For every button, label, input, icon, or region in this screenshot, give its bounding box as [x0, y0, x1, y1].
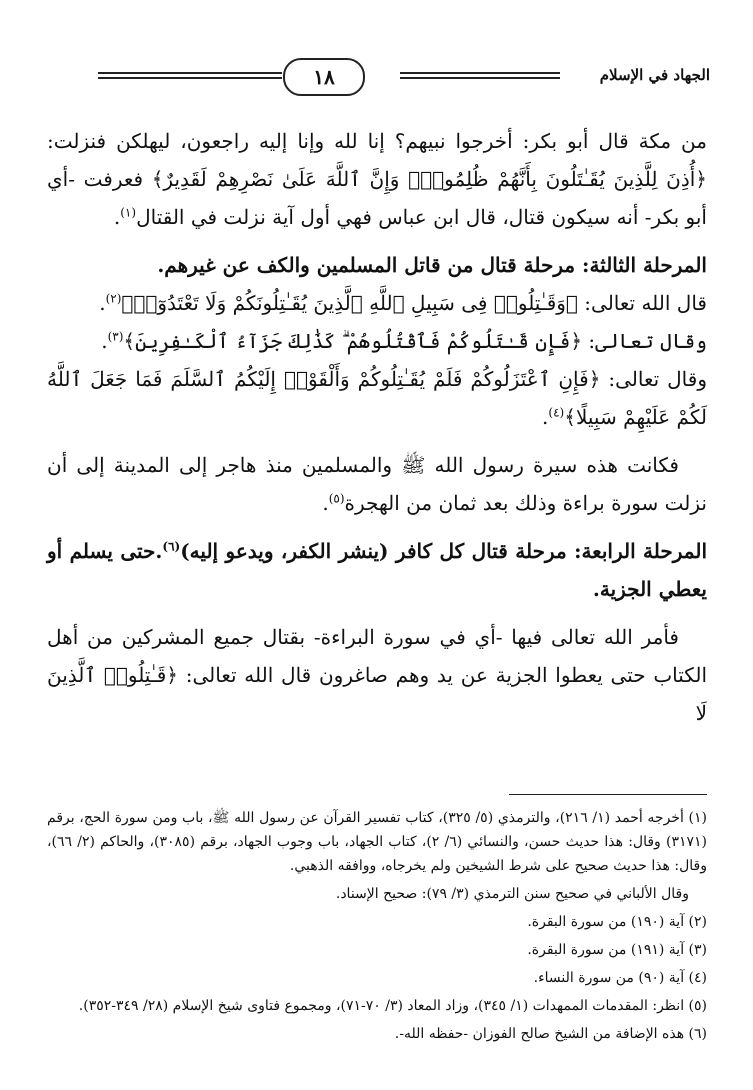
footnote-ref[interactable]: (٤) [548, 405, 565, 420]
page-number: ١٨ [283, 58, 365, 96]
header-rule-left [98, 72, 282, 82]
paragraph: فكانت هذه سيرة رسول الله ﷺ والمسلمين منذ هاجر إلى المدينة إلى أن نزلت سورة براءة وذلك بعد ثمان من الهجرة$^{(٥)}$. [47, 453, 707, 515]
page-header [38, 58, 710, 98]
paragraph: وقال تعالى: ﴿فَإِنِ ٱعْتَزَلُوكُمْ فَلَمْ يُقَـٰتِلُوكُمْ وَأَلْقَوْا۟ إِلَيْكُمُ ٱلسَّلَمَ فَمَا جَعَلَ ٱللَّهُ لَكُمْ عَلَيْهِمْ سَبِيلًا﴾$^{(٤)}$. [47, 367, 707, 429]
footnote-ref[interactable]: (٢) [105, 291, 122, 306]
running-title: الجهاد في الإسلام [599, 66, 710, 84]
footnote-ref[interactable]: (١) [120, 205, 137, 220]
footnote-ref[interactable]: (٥) [328, 491, 345, 506]
footnote: (١) أخرجه أحمد (١/ ٢١٦)، والترمذي (٥/ ٣٢٥)، كتاب تفسير القرآن عن رسول الله ﷺ، باب ومن سورة الحج، برقم (٣١٧١) وقال: هذا حديث حسن، والنسائي (٦/ ٢)، كتاب الجهاد، باب وجوب الجهاد، برقم (٣٠٨٥)، والحاكم (٢/ ٦٦)، وقال: هذا حديث صحيح على شرط الشيخين ولم يخرجاه، ووافقه الذهبي. [47, 810, 708, 874]
footnote: وقال الألباني في صحيح سنن الترمذي (٣/ ٧٩): صحيح الإسناد. [335, 886, 689, 902]
section-heading: المرحلة الثالثة: مرحلة قتال من قاتل المسلمين والكف عن غيرهم. [157, 253, 707, 277]
header-rule-right [400, 72, 560, 82]
main-text [47, 122, 707, 732]
footnote: (٤) آية (٩٠) من سورة النساء. [533, 970, 707, 986]
paragraph: من مكة قال أبو بكر: أخرجوا نبيهم؟ إنا لله وإنا إليه راجعون، ليهلكن فنزلت: ﴿أُذِنَ لِلَّذِينَ يُقَـٰتَلُونَ بِأَنَّهُمْ ظُلِمُوا۟ۚ وَإِنَّ ٱللَّهَ عَلَىٰ نَصْرِهِمْ لَقَدِيرٌ﴾ فعرفت -أي أبو بكر- أنه سيكون قتال، قال ابن عباس فهي أول آية نزلت في القتال$^{(١)}$. [47, 129, 707, 229]
paragraph: وقال تعالى: ﴿فَإِن قَـٰتَلُوكُمْ فَٱقْتُلُوهُمْ ۗ كَذَٰلِكَ جَزَآءُ ٱلْكَـٰفِرِينَ﴾$^{(٣)}$. [101, 329, 707, 353]
paragraph: فأمر الله تعالى فيها -أي في سورة البراءة- بقتال جميع المشركين من أهل الكتاب حتى يعطوا الجزية عن يد وهم صاغرون قال الله تعالى: ﴿قَـٰتِلُوا۟ ٱلَّذِينَ لَا [47, 625, 707, 725]
footnotes [47, 806, 707, 1050]
footnote-ref[interactable]: (٦) [162, 539, 181, 554]
section-heading: المرحلة الرابعة: مرحلة قتال كل كافر (ينشر الكفر، ويدعو إليه)$^{(٦)}$.حتى يسلم أو يعطي الجزية. [47, 539, 707, 601]
footnote: (٢) آية (١٩٠) من سورة البقرة. [527, 914, 707, 930]
paragraph: قال الله تعالى: ﴿وَقَـٰتِلُوا۟ فِى سَبِيلِ ٱللَّهِ ٱلَّذِينَ يُقَـٰتِلُونَكُمْ وَلَا تَعْتَدُوٓا۟﴾$^{(٢)}$. [99, 291, 707, 315]
footnote: (٦) هذه الإضافة من الشيخ صالح الفوزان -حفظه الله-. [394, 1026, 707, 1042]
footnote: (٣) آية (١٩١) من سورة البقرة. [527, 942, 707, 958]
footnote: (٥) انظر: المقدمات الممهدات (١/ ٣٤٥)، وزاد المعاد (٣/ ٧٠-٧١)، ومجموع فتاوى شيخ الإسلام (٢٨/ ٣٤٩-٣٥٢). [78, 998, 707, 1014]
footnote-divider [509, 794, 707, 795]
footnote-ref[interactable]: (٣) [107, 329, 124, 344]
